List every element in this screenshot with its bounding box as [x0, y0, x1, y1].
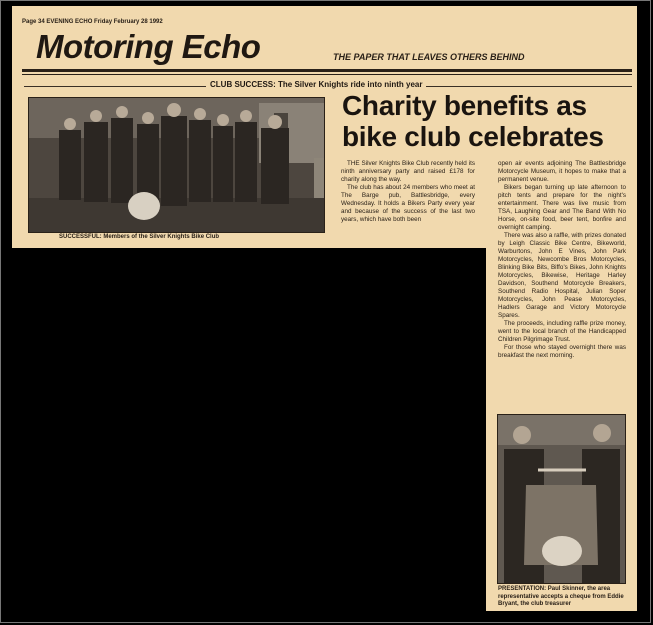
- presentation-photo: [497, 414, 626, 584]
- headline: Charity benefits as bike club celebrates: [342, 90, 604, 153]
- masthead-rule: [22, 69, 632, 72]
- dateline: Page 34 EVENING ECHO Friday February 28 1992: [22, 19, 163, 25]
- article-paragraph: THE Silver Knights Bike Club recently held its ninth anniversary party and raised £178 for charity along the way.: [341, 160, 475, 183]
- kicker: CLUB SUCCESS: The Silver Knights ride into ninth year: [206, 80, 426, 89]
- group-photo-caption: SUCCESSFUL: Members of the Silver Knights Bike Club: [59, 234, 220, 240]
- masthead-title: Motoring Echo: [36, 28, 261, 65]
- article-column-1: [341, 160, 475, 245]
- article-paragraph: Bikers began turning up late afternoon to pitch tents and prepare for the night's entertainment. There was live music from TSA, Laughing Gear and The Band With No Horse, on-site food, beer tent, bonfire and overnight camping.: [498, 183, 626, 231]
- article-paragraph: The club has about 24 members who meet at The Barge pub, Battlesbridge, every Wednesday. It holds a Bikers Party every year and because of the success of the last two years, which have both been: [341, 183, 475, 223]
- presentation-photo-caption: PRESENTATION: Paul Skinner, the area representative accepts a cheque from Eddie Bryant, the club treasurer: [498, 586, 624, 607]
- article-column-2: [498, 160, 626, 360]
- masthead-rule-thin: [22, 74, 632, 75]
- article-paragraph: There was also a raffle, with prizes donated by Leigh Classic Bike Centre, Bikeworld, Warburtons, John E Vines, John Park Motorcycles, Newcombe Bros Motorcycles, Blinking Bike Bits, Biffo's Bikes, John Knights Motorcycles, Bikewise, Heritage Harley Davidson, Southend Motorcycle Breakers, Southend Radio Hospital, Julian Soper Motorcycles, John Pease Motorcycles, Hadlers Garage and Victory Motorcycle Spares.: [498, 231, 626, 319]
- group-photo: [28, 97, 325, 233]
- article-paragraph: The proceeds, including raffle prize money, went to the local branch of the Handicapped Children Pilgrimage Trust.: [498, 319, 626, 343]
- tagline: THE PAPER THAT LEAVES OTHERS BEHIND: [333, 52, 525, 62]
- article-paragraph: For those who stayed overnight there was breakfast the next morning.: [498, 343, 626, 359]
- article-paragraph: open air events adjoining The Battlesbridge Motorcycle Museum, it hopes to make that a permanent venue.: [498, 160, 626, 183]
